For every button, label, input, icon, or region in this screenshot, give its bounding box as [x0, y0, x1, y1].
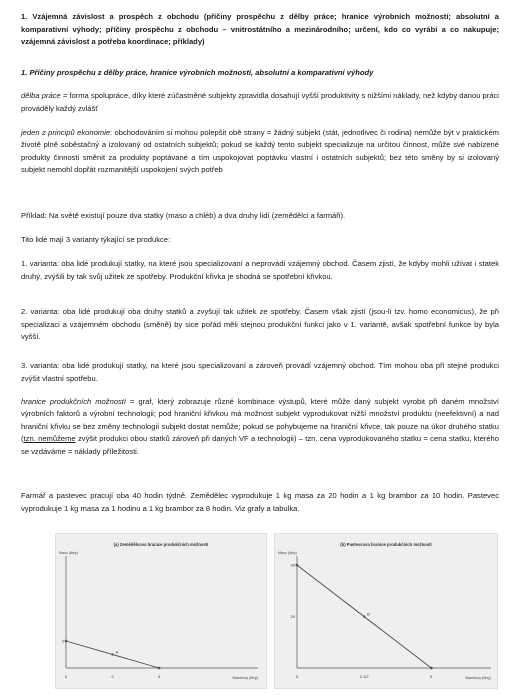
endpoint-marker: [430, 667, 433, 670]
paragraph-priklad: Příklad: Na světě existují pouze dva statky (maso a chléb) a dva druhy lidí (zemědělci a farmáři).: [21, 211, 346, 220]
paragraph-princip-ekonomie: [21, 127, 499, 177]
document-heading: 1. Vzájemná závislost a prospěch z obchodu (příčiny prospěchu z dělby práce; hranice výrobních možností; absolutní a komparativní výhody; příčiny prospěchu z obchodu – vnitrostátního a mezinárodního; určení, kdo co vyrábí a co nakupuje; vzájemná závislost a potřeba koordinace; příklady): [21, 12, 499, 47]
y-tick-label: 40: [290, 562, 295, 568]
chart-pastevec: [274, 533, 498, 689]
endpoint-marker: [296, 564, 299, 567]
x-tick-label: 5: [430, 674, 433, 679]
section-title: 1. Příčiny prospěchu z dělby práce, hranice výrobních možností, absolutní a komparativní výhody: [21, 68, 374, 77]
paragraph-delba-prace: [21, 90, 499, 115]
paragraph-farmar-pastevec: Farmář a pastevec pracují oba 40 hodin týdně. Zemědělec vyprodukuje 1 kg masa za 20 hodin a 1 kg brambor za 10 hodin. Pastevec vyprodukuje 1 kg masa za 1 hodinu a 1 kg brambor za 8 hodin. Viz grafy a tabulka.: [21, 491, 499, 513]
point-label: A: [115, 649, 119, 655]
point-marker: [111, 653, 113, 655]
chart-zemedelec: [55, 533, 267, 689]
definition-hranice-part2: zvýšit produkci obou statků zároveň při daných VF a technologii) – tzn. cena vyprodukovaného statku = cena statku, kterého se vzdáváme = náklady příležitosti.: [21, 434, 499, 456]
definition-delba-prace: = forma spolupráce, díky které zúčastněné subjekty zpravidla dosahují vyšší produktivity s nižšími náklady, než kdyby danou práci prováděly každý zvlášť: [21, 91, 499, 113]
chart-zemedelec-svg: [56, 534, 266, 688]
x-tick-label: 4: [157, 674, 161, 679]
paragraph-varianta-1: 1. varianta: oba lidé produkují statky, na které jsou specializovaní a neprovádí vzájemný obchod. Časem zjistí, že kdyby mohli užívat i statek druhý, zvýšili by tak svůj užitek ze spotřeby. Produkční křivka je shodná se spotřební křivkou.: [21, 259, 499, 281]
term-delba-prace: dělba práce: [21, 91, 61, 100]
paragraph-hranice-produkcnich-moznosti: [21, 396, 499, 458]
x-axis-label: Brambory (libry): [232, 676, 258, 680]
x-tick-label: 0: [295, 674, 299, 679]
y-tick-label: 2: [61, 638, 64, 644]
y-axis-label: Maso (libry): [59, 551, 78, 555]
y-tick-label: 20: [290, 614, 295, 620]
x-axis-label: Brambory (libry): [465, 676, 491, 680]
point-label: B: [367, 611, 370, 617]
underlined-phrase: tzn. nemůžeme: [23, 434, 76, 444]
definition-hranice-part1: = graf, který zobrazuje různé kombinace výstupů, které může daný subjekt vyrobit při daném množství výrobních faktorů a výrobní technologii; pod hraniční křivkou má možnost subjekt vyprodukovat nižší množství produktu (neefektivní) a nad hraniční křivku se bez změny technologií subjekt dostat nemůže; pokud se pohybujeme na hraniční křivce, tak pouze na úkor druhého statku (: [21, 397, 499, 444]
point-marker: [363, 615, 365, 617]
x-tick-label: 0: [64, 674, 68, 679]
chart-title: (a) Zemědělcova hranice produkčních možností: [113, 542, 209, 547]
endpoint-marker: [65, 640, 68, 643]
chart-pastevec-svg: [275, 534, 497, 688]
definition-princip-ekonomie: : obchodováním si mohou polepšit obě strany = žádný subjekt (stát, jednotlivec či rodina) nemůže být v praktickém životě plně soběstačný a izolovaný od ostatních subjektů; pokud se každý tento subjekt specializuje na určitou činnost, může své nabízené produkty činnosti směnit za produkty poptávané a tím uspokojovat poptávku vlastní i ostatních subjektů; bez této směny by si izolovaný subjekt nemohl dopřát rozmanitější uspokojení svých potřeb: [21, 128, 499, 175]
paragraph-varianty: Tito lidé mají 3 varianty týkající se produkce:: [21, 235, 171, 244]
endpoint-marker: [158, 667, 161, 670]
x-tick-label: 2 1/2: [359, 674, 369, 679]
paragraph-varianta-3: 3. varianta: oba lidé produkují statky, na které jsou specializovaní a zároveň provádí vzájemný obchod. Tím mohou oba při stejné produkci zvýšit vlastní spotřebu.: [21, 361, 499, 383]
term-princip-ekonomie: jeden z principů ekonomie: [21, 128, 111, 137]
x-tick-label: 2: [111, 674, 114, 679]
paragraph-varianta-2: 2. varianta: oba lidé produkují oba druhy statků a zvyšují tak užitek ze spotřeby. Časem však zjistí (jsou-li tzv. homo economicus), že při specializaci a vzájemném obchodu (směně) by sice pořád měli stejnou produkční funkci jako v 1. variantě, avšak spotřební funkce by byla vyšší.: [21, 307, 499, 342]
y-axis-label: Maso (libry): [278, 551, 297, 555]
chart-title: (b) Pastevcova hranice produkčních možností: [340, 542, 432, 547]
term-hranice-produkcnich-moznosti: hranice produkčních možností: [21, 397, 127, 406]
